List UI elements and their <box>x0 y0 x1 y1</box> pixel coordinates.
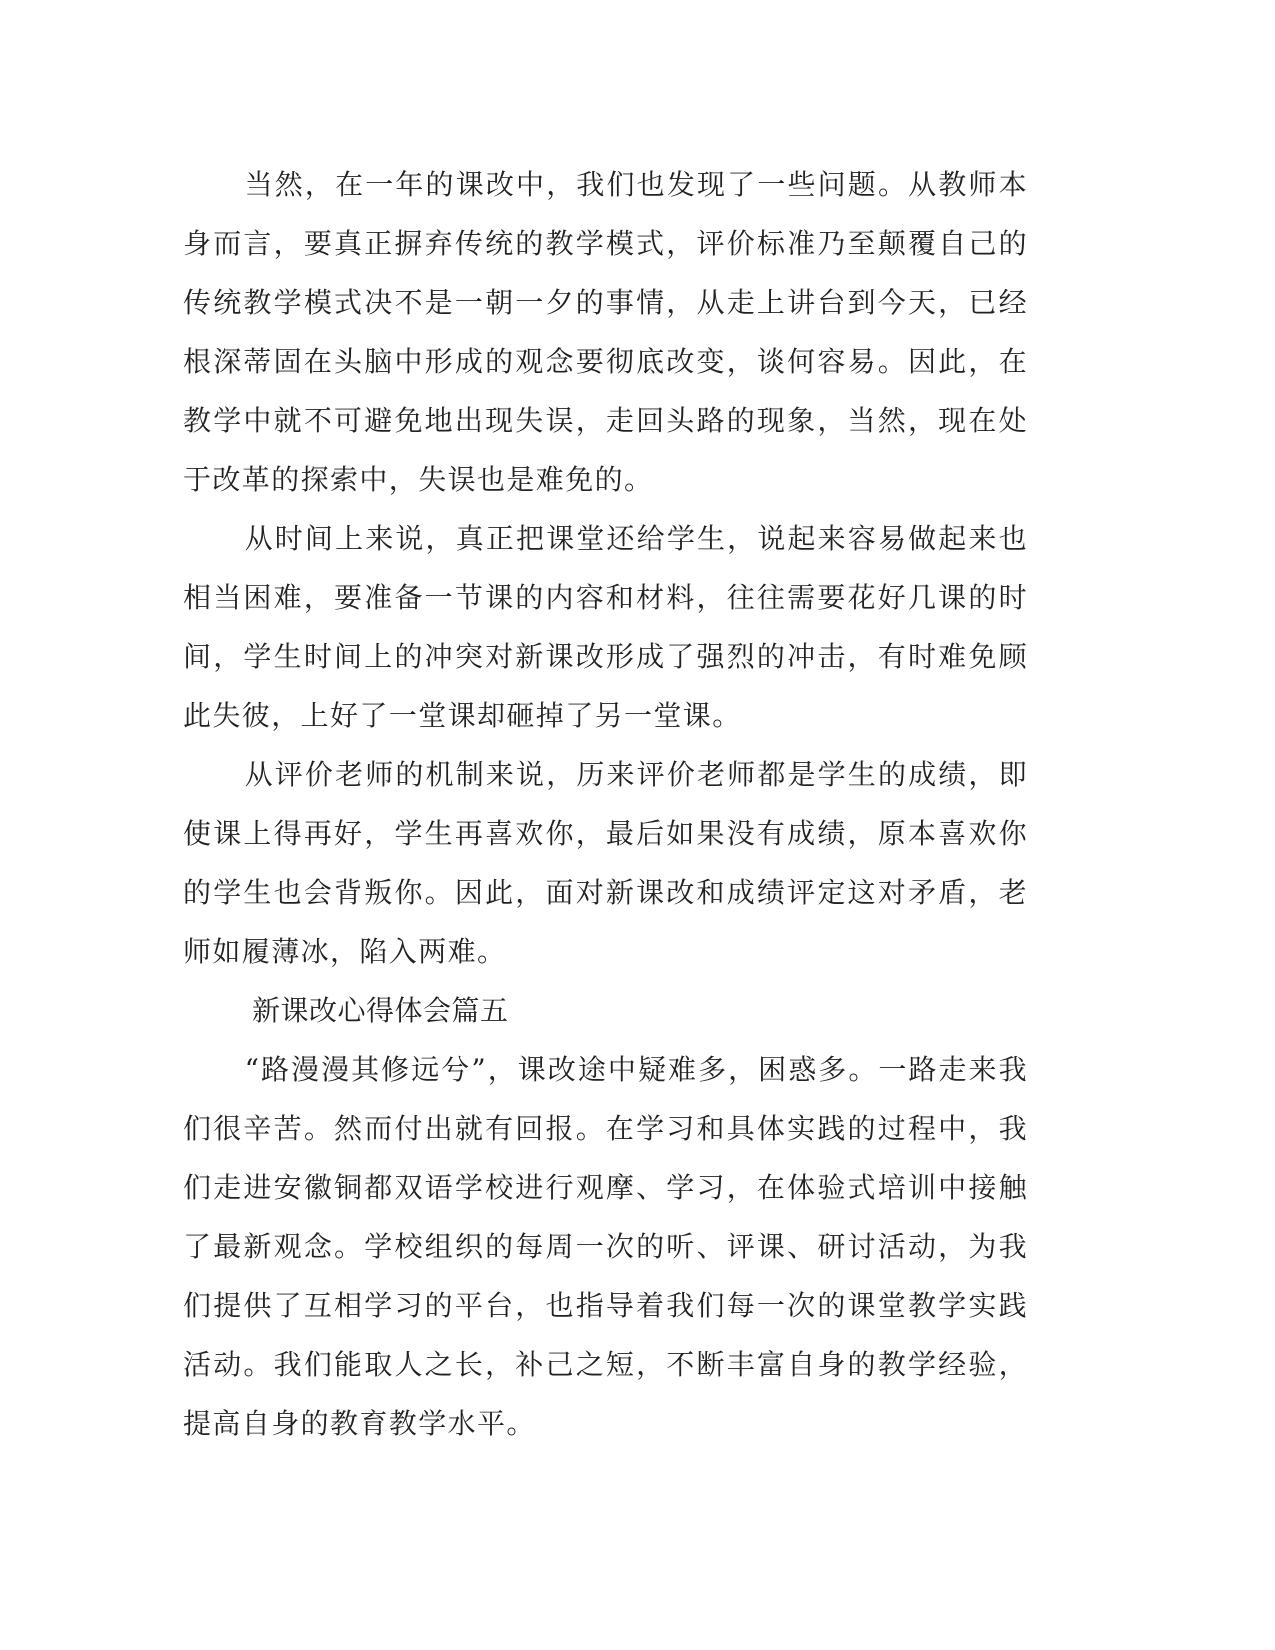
section-heading: 新课改心得体会篇五 <box>252 994 509 1027</box>
paragraph-journey: “路漫漫其修远兮”，课改途中疑难多，困惑多。一路走来我们很辛苦。然而付出就有回报。在学习和具体实践的过程中，我们走进安徽铜都双语学校进行观摩、学习，在体验式培训中接触了最新观念。学校组织的每周一次的听、评课、研讨活动，为我们提供了互相学习的平台，也指导着我们每一次的课堂教学实践活动。我们能取人之长，补己之短，不断丰富自身的教学经验，提高自身的教育教学水平。 <box>183 1053 1028 1440</box>
paragraph-time: 从时间上来说，真正把课堂还给学生，说起来容易做起来也相当困难，要准备一节课的内容和材料，往往需要花好几课的时间，学生时间上的冲突对新课改形成了强烈的冲击，有时难免顾此失彼，上好了一堂课却砸掉了另一堂课。 <box>183 522 1028 732</box>
document-page <box>183 155 1028 1453</box>
paragraph-problems: 当然，在一年的课改中，我们也发现了一些问题。从教师本身而言，要真正摒弃传统的教学模式，评价标准乃至颠覆自己的传统教学模式决不是一朝一夕的事情，从走上讲台到今天，已经根深蒂固在头脑中形成的观念要彻底改变，谈何容易。因此，在教学中就不可避免地出现失误，走回头路的现象，当然，现在处于改革的探索中，失误也是难免的。 <box>183 168 1028 496</box>
paragraph-evaluation: 从评价老师的机制来说，历来评价老师都是学生的成绩，即使课上得再好，学生再喜欢你，最后如果没有成绩，原本喜欢你的学生也会背叛你。因此，面对新课改和成绩评定这对矛盾，老师如履薄冰，陷入两难。 <box>183 758 1028 968</box>
